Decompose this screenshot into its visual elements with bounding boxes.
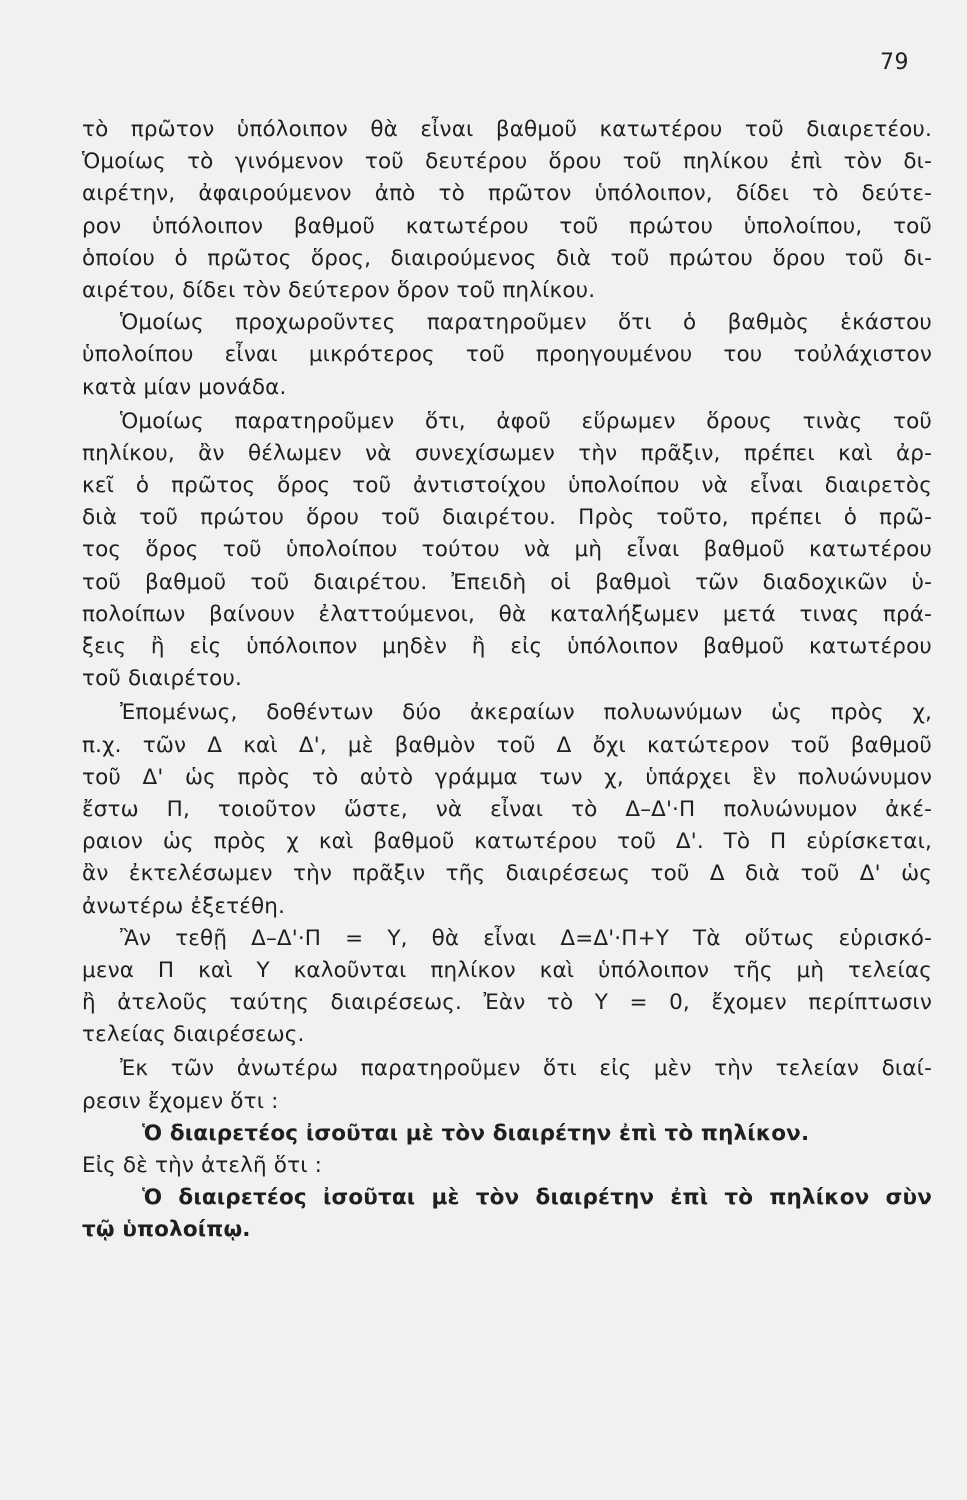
text-line: Ἂν τεθῇ Δ–Δ'·Π = Υ, θὰ εἶναι Δ=Δ'·Π+Υ Τὰ οὕτως εὑρισκό- (120, 925, 932, 951)
text-line: Ὁ διαιρετέος ἰσοῦται μὲ τὸν διαιρέτην ἐπὶ τὸ πηλίκον σὺν (142, 1185, 932, 1211)
text-line: τῷ ὑπολοίπῳ. (82, 1217, 251, 1243)
text-line: τοῦ Δ' ὡς πρὸς τὸ αὐτὸ γράμμα των χ, ὑπάρχει ἓν πολυώνυμον (82, 764, 932, 790)
text-line: πηλίκου, ἂν θέλωμεν νὰ συνεχίσωμεν τὴν πρᾶξιν, πρέπει καὶ ἀρ- (82, 440, 932, 466)
text-line: ρεσιν ἔχομεν ὅτι : (82, 1088, 279, 1114)
text-line: ἢ ἀτελοῦς ταύτης διαιρέσεως. Ἐὰν τὸ Υ = 0, ἔχομεν περίπτωσιν (82, 990, 932, 1016)
text-line: ραιον ὡς πρὸς χ καὶ βαθμοῦ κατωτέρου τοῦ Δ'. Τὸ Π εὑρίσκεται, (82, 829, 932, 855)
text-line: μενα Π καὶ Υ καλοῦνται πηλίκον καὶ ὑπόλοιπον τῆς μὴ τελείας (82, 957, 932, 983)
text-line: ἀνωτέρω ἐξετέθη. (82, 893, 286, 919)
text-line: Ἐπομένως, δοθέντων δύο ἀκεραίων πολυωνύμων ὡς πρὸς χ, (120, 700, 932, 726)
text-line: Ὁμοίως τὸ γινόμενον τοῦ δευτέρου ὅρου τοῦ πηλίκου ἐπὶ τὸν δι- (82, 149, 932, 175)
text-line: κεῖ ὁ πρῶτος ὅρος τοῦ ἀντιστοίχου ὑπολοίπου νὰ εἶναι διαιρετὸς (82, 473, 932, 499)
text-line: π.χ. τῶν Δ καὶ Δ', μὲ βαθμὸν τοῦ Δ ὄχι κατώτερον τοῦ βαθμοῦ (82, 732, 932, 758)
text-line: τελείας διαιρέσεως. (82, 1022, 305, 1048)
page-number: 79 (880, 50, 909, 75)
text-line: Ὁμοίως προχωροῦντες παρατηροῦμεν ὅτι ὁ βαθμὸς ἑκάστου (120, 310, 932, 336)
text-line: ὑπολοίπου εἶναι μικρότερος τοῦ προηγουμένου του τοὐλάχιστον (82, 342, 932, 368)
text-line: τοῦ διαιρέτου. (82, 666, 242, 692)
text-line: Ἐκ τῶν ἀνωτέρω παρατηροῦμεν ὅτι εἰς μὲν τὴν τελείαν διαί- (120, 1056, 932, 1082)
text-line: ξεις ἢ εἰς ὑπόλοιπον μηδὲν ἢ εἰς ὑπόλοιπον βαθμοῦ κατωτέρου (82, 634, 932, 659)
text-line: τὸ πρῶτον ὑπόλοιπον θὰ εἶναι βαθμοῦ κατωτέρου τοῦ διαιρετέου. (82, 117, 932, 142)
text-line: ἔστω Π, τοιοῦτον ὥστε, νὰ εἶναι τὸ Δ–Δ'·Π πολυώνυμον ἀκέ- (82, 796, 932, 822)
text-line: διὰ τοῦ πρώτου ὅρου τοῦ διαιρέτου. Πρὸς τοῦτο, πρέπει ὁ πρῶ- (82, 505, 932, 531)
text-line: αιρέτην, ἀφαιρούμενον ἀπὸ τὸ πρῶτον ὑπόλοιπον, δίδει τὸ δεύτε- (82, 181, 932, 207)
text-line: ὁποίου ὁ πρῶτος ὅρος, διαιρούμενος διὰ τοῦ πρώτου ὅρου τοῦ δι- (82, 245, 932, 271)
text-line: Ὁμοίως παρατηροῦμεν ὅτι, ἀφοῦ εὕρωμεν ὅρους τινὰς τοῦ (120, 408, 932, 434)
text-line: τοῦ βαθμοῦ τοῦ διαιρέτου. Ἐπειδὴ οἱ βαθμοὶ τῶν διαδοχικῶν ὑ- (82, 569, 932, 595)
body-text (82, 114, 932, 1247)
text-line: Ὁ διαιρετέος ἰσοῦται μὲ τὸν διαιρέτην ἐπὶ τὸ πηλίκον. (142, 1120, 810, 1146)
text-line: κατὰ μίαν μονάδα. (82, 374, 287, 400)
text-line: αιρέτου, δίδει τὸν δεύτερον ὅρον τοῦ πηλίκου. (82, 277, 596, 303)
text-line: ἂν ἐκτελέσωμεν τὴν πρᾶξιν τῆς διαιρέσεως τοῦ Δ διὰ τοῦ Δ' ὡς (82, 861, 932, 887)
text-line: πολοίπων βαίνουν ἐλαττούμενοι, θὰ καταλήξωμεν μετά τινας πρά- (82, 601, 932, 627)
text-line: ρον ὑπόλοιπον βαθμοῦ κατωτέρου τοῦ πρώτου ὑπολοίπου, τοῦ (82, 213, 932, 239)
text-line: Εἰς δὲ τὴν ἀτελῆ ὅτι : (82, 1153, 323, 1178)
text-line: τος ὅρος τοῦ ὑπολοίπου τούτου νὰ μὴ εἶναι βαθμοῦ κατωτέρου (82, 537, 932, 563)
